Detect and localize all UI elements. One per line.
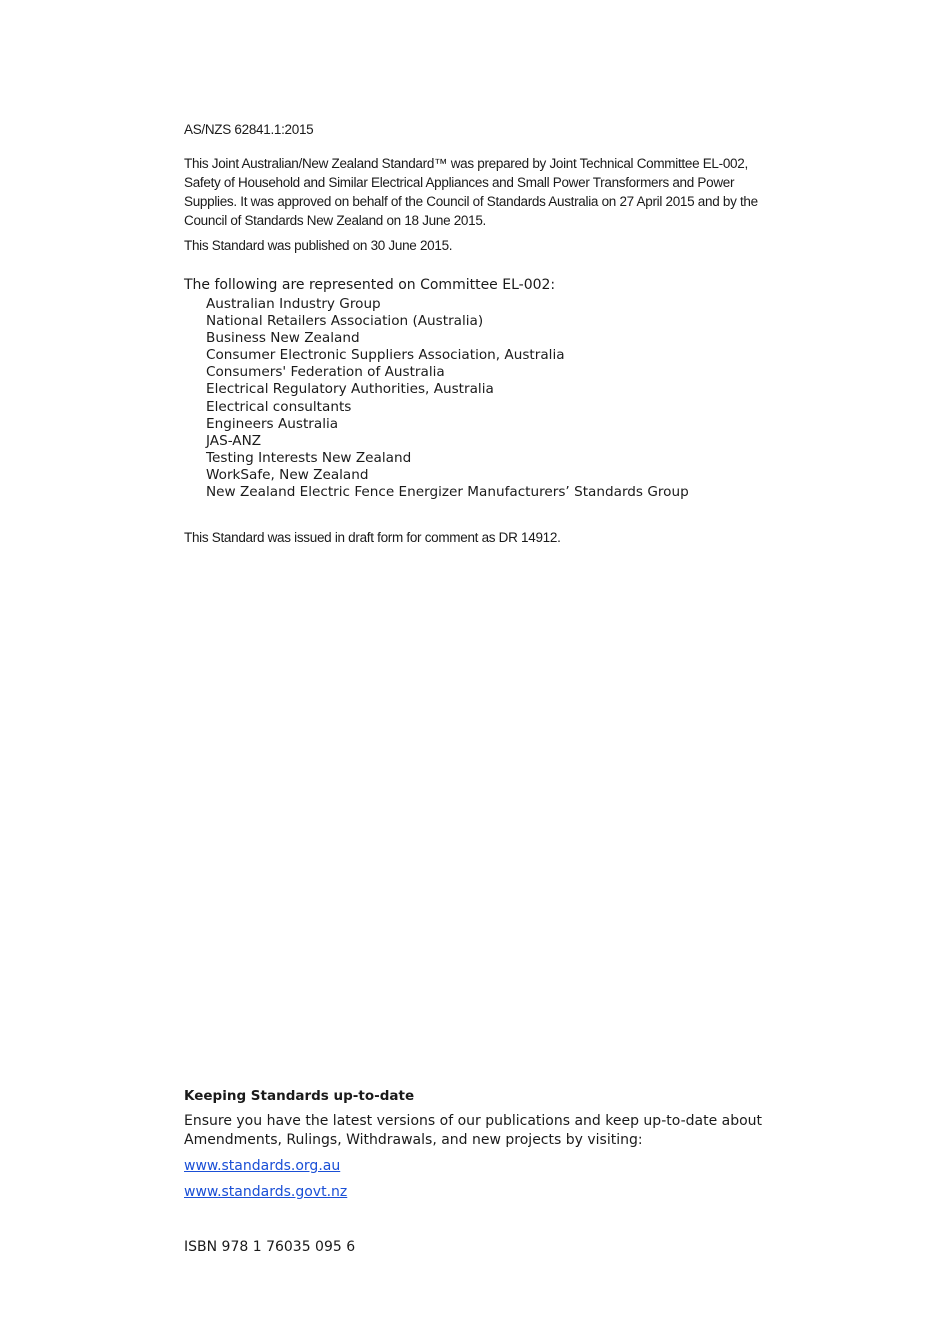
- preparation-paragraph: This Joint Australian/New Zealand Standard™ was prepared by Joint Technical Committee EL-002, Safety of Household and Similar Electrical Appliances and Small Power Transformers and Power Supplies. It was approved on behalf of the Council of Standards Australia on 27 April 2015 and by the Council of Standards New Zealand on 18 June 2015.: [184, 156, 758, 228]
- committee-member: Business New Zealand: [206, 330, 360, 347]
- keeping-standards-paragraph: Ensure you have the latest versions of our publications and keep up-to-date about Amendments, Rulings, Withdrawals, and new projects by visiting:: [184, 1113, 763, 1148]
- committee-intro: The following are represented on Committee EL-002:: [184, 277, 556, 293]
- committee-member: New Zealand Electric Fence Energizer Manufacturers’ Standards Group: [206, 484, 689, 501]
- committee-member: Electrical Regulatory Authorities, Australia: [206, 381, 494, 398]
- standards-australia-link[interactable]: www.standards.org.au: [184, 1158, 341, 1174]
- committee-section: [184, 276, 689, 501]
- draft-note: This Standard was issued in draft form for comment as DR 14912.: [184, 530, 561, 545]
- committee-member-list: [184, 296, 689, 501]
- committee-member: JAS-ANZ: [206, 432, 262, 449]
- document-number: AS/NZS 62841.1:2015: [184, 122, 314, 137]
- committee-member: Consumer Electronic Suppliers Association, Australia: [206, 347, 565, 364]
- committee-member: Consumers' Federation of Australia: [206, 364, 445, 381]
- keeping-standards-heading: Keeping Standards up-to-date: [184, 1088, 415, 1104]
- isbn-number: ISBN 978 1 76035 095 6: [184, 1239, 356, 1255]
- published-date: This Standard was published on 30 June 2015.: [184, 238, 453, 253]
- committee-member: Australian Industry Group: [206, 296, 381, 312]
- committee-member: Engineers Australia: [206, 415, 339, 432]
- committee-member: Electrical consultants: [206, 398, 352, 415]
- committee-member: Testing Interests New Zealand: [206, 449, 412, 466]
- committee-member: National Retailers Association (Australia): [206, 313, 484, 330]
- standards-nz-link[interactable]: www.standards.govt.nz: [184, 1184, 348, 1200]
- committee-member: WorkSafe, New Zealand: [206, 466, 369, 483]
